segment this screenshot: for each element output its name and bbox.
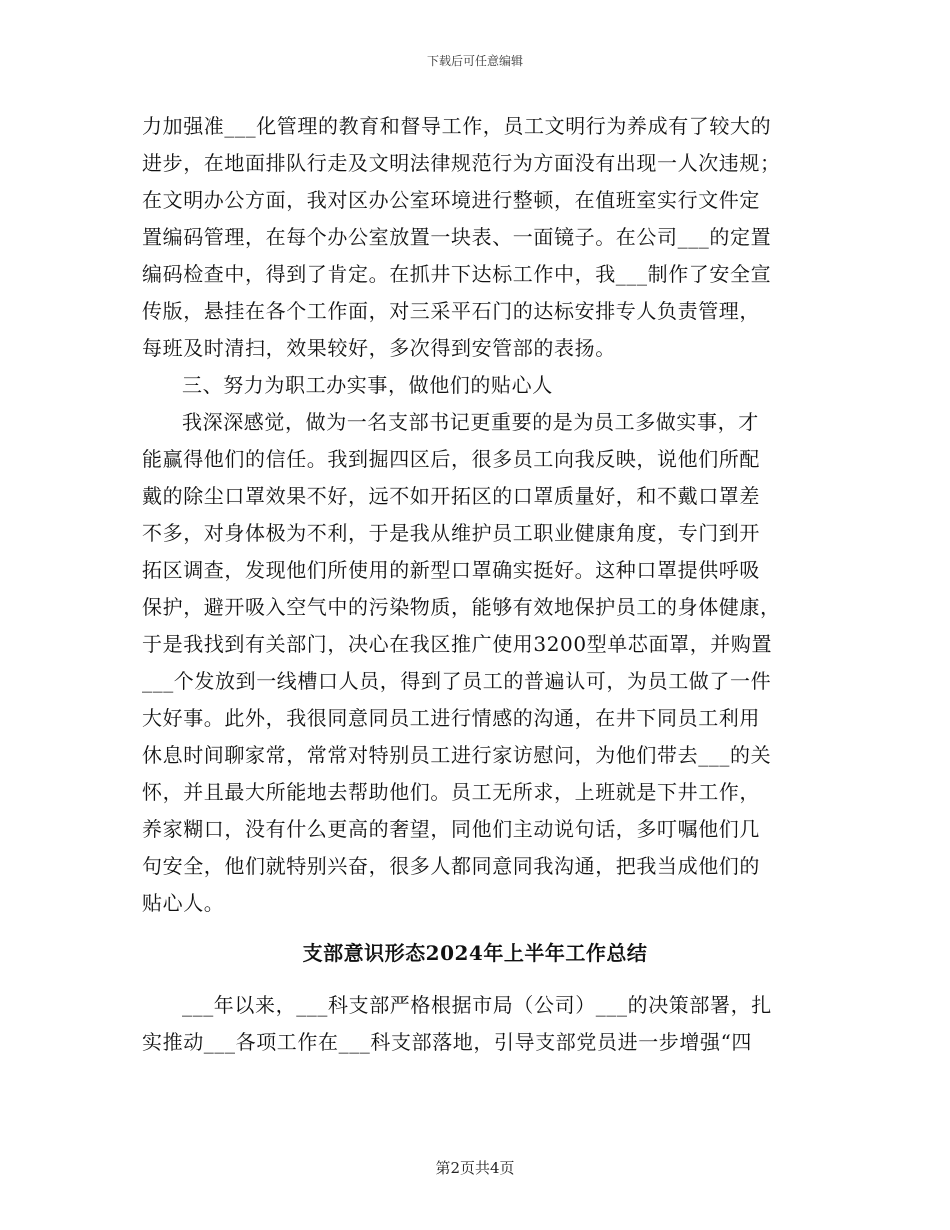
body-line: 于是我找到有关部门，决心在我区推广使用3200型单芯面罩，并购置 (142, 632, 773, 656)
body-line: 拓区调查，发现他们所使用的新型口罩确实挺好。这种口罩提供呼吸 (142, 558, 760, 582)
body-line: 置编码管理，在每个办公室放置一块表、一面镜子。在公司___的定置 (142, 225, 772, 249)
page-footer: 第2页共4页 (435, 1159, 515, 1177)
body-line: 实推动___各项工作在___科支部落地，引导支部党员进一步增强“四 (142, 1030, 753, 1054)
body-line: 不多，对身体极为不利，于是我从维护员工职业健康角度，专门到开 (142, 521, 760, 545)
body-line: ___个发放到一线槽口人员，得到了员工的普遍认可，为员工做了一件 (142, 669, 772, 693)
body-line: 编码检查中，得到了肯定。在抓井下达标工作中，我___制作了安全宣 (142, 262, 772, 286)
body-line: 我深深感觉，做为一名支部书记更重要的是为员工多做实事，才 (182, 410, 759, 434)
section-body (142, 987, 812, 1061)
body-line: 保护，避开吸入空气中的污染物质，能够有效地保护员工的身体健康， (142, 595, 781, 619)
section-title: 支部意识形态2024年上半年工作总结 (302, 941, 648, 965)
body-line: ___年以来，___科支部严格根据市局（公司）___的决策部署，扎 (182, 993, 772, 1017)
body-line: 句安全，他们就特别兴奋，很多人都同意同我沟通，把我当成他们的 (142, 854, 760, 878)
body-line: 养家糊口，没有什么更高的奢望，同他们主动说句话，多叮嘱他们几 (142, 817, 760, 841)
body-line: 戴的除尘口罩效果不好，远不如开拓区的口罩质量好，和不戴口罩差 (142, 484, 760, 508)
document-body (142, 108, 812, 922)
body-line: 在文明办公方面，我对区办公室环境进行整顿，在值班室实行文件定 (142, 188, 760, 212)
page-header: 下载后可任意编辑 (426, 54, 523, 68)
body-line: 能赢得他们的信任。我到掘四区后，很多员工向我反映，说他们所配 (142, 447, 760, 471)
body-line: 大好事。此外，我很同意同员工进行情感的沟通，在井下同员工利用 (142, 706, 760, 730)
body-line: 休息时间聊家常，常常对特别员工进行家访慰问，为他们带去___的关 (142, 743, 772, 767)
body-line: 贴心人。 (142, 891, 225, 915)
body-line: 每班及时清扫，效果较好，多次得到安管部的表扬。 (142, 336, 616, 360)
subsection-heading: 三、努力为职工办实事，做他们的贴心人 (182, 373, 553, 397)
body-line: 传版，悬挂在各个工作面，对三采平石门的达标安排专人负责管理， (142, 299, 760, 323)
body-line: 力加强准___化管理的教育和督导工作，员工文明行为养成有了较大的 (142, 114, 772, 138)
body-line: 进步，在地面排队行走及文明法律规范行为方面没有出现一人次违规； (142, 151, 781, 175)
body-line: 怀，并且最大所能地去帮助他们。员工无所求，上班就是下井工作， (142, 780, 760, 804)
